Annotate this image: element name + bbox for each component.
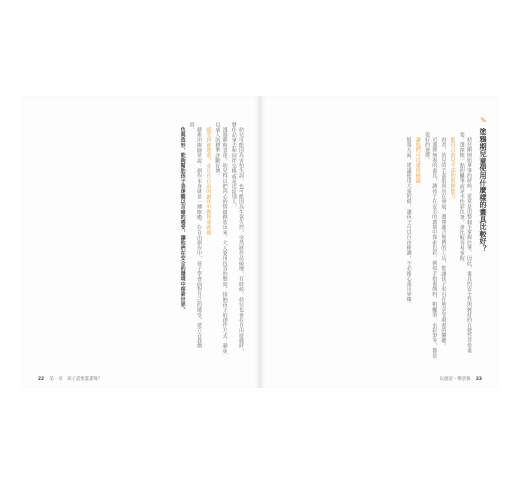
right-body-text	[282, 132, 472, 360]
paragraph: 幼兒可能因為害怕失誤，也可能因為生氣失控，突然將作品破壞。有時候，幼兒也會在自由遊戲時，將作品拿去和同伴交換或是送給別人。	[230, 122, 244, 354]
paragraph: 藝術治療師常說：創作本身就是一種療癒。在自由創作中，孩子學會面對自己的感受，建立自我價值。	[188, 122, 202, 349]
page-number: 22	[38, 377, 45, 382]
section-heading	[478, 116, 488, 252]
paragraph: 可選擇無毒的畫具，讓孩子在安全的環境中探索色彩。例如手指畫顏料、粗蠟筆、水彩筆等，都是很好的選擇。	[423, 132, 438, 359]
pencil-icon: ✎	[479, 116, 488, 126]
right-folio	[440, 376, 486, 382]
highlight-text: 能符合幼兒手部的抓握能力	[449, 137, 456, 199]
left-page	[22, 96, 260, 388]
paragraph: 透過藝術表達，幼兒得以把內心的情緒釋放出來。大人要用包容的態度，接納孩子的創作方式，避免以成人的標準評斷好壞。	[214, 122, 228, 354]
running-header: 第一章 孩子需要畫畫嗎？	[49, 377, 103, 382]
paragraph: 幼兒剛開始拿筆的時候，常常是用整個手掌握住筆，因此，畫具的安全性與握持的方便性非常重要。選擇粗一點的蠟筆或是水性彩色筆，會比較容易掌握。	[458, 132, 472, 354]
paragraph: 再者，幼兒的手部肌肉尚在發展，選擇適合他們的工具，能讓孩子更自在地享受畫畫的樂趣。	[440, 137, 447, 349]
book-spread	[22, 96, 498, 388]
paragraph: 色與造形，能夠幫助孩子表達難以言喻的感受，讓他們在安全的環境中探索世界。	[179, 127, 186, 313]
right-page	[260, 96, 498, 388]
left-body-text	[44, 122, 244, 358]
highlight-text: 讓他們可以盡情揮灑	[414, 137, 421, 184]
running-header: 玩創意・樂塗鴉	[439, 377, 471, 382]
paragraph: 紙張方面，建議使用大張的紙，讓孩子可以自由揮灑，不必擔心畫出界線。	[405, 137, 412, 307]
left-folio	[34, 376, 102, 382]
highlight-text: 感受到被尊重，並且在自由的創作中獲得成就感	[205, 127, 212, 236]
page-number: 23	[475, 377, 482, 382]
heading-text: 塗鴉期兒童使用什麼樣的畫具比較好？	[479, 128, 487, 253]
